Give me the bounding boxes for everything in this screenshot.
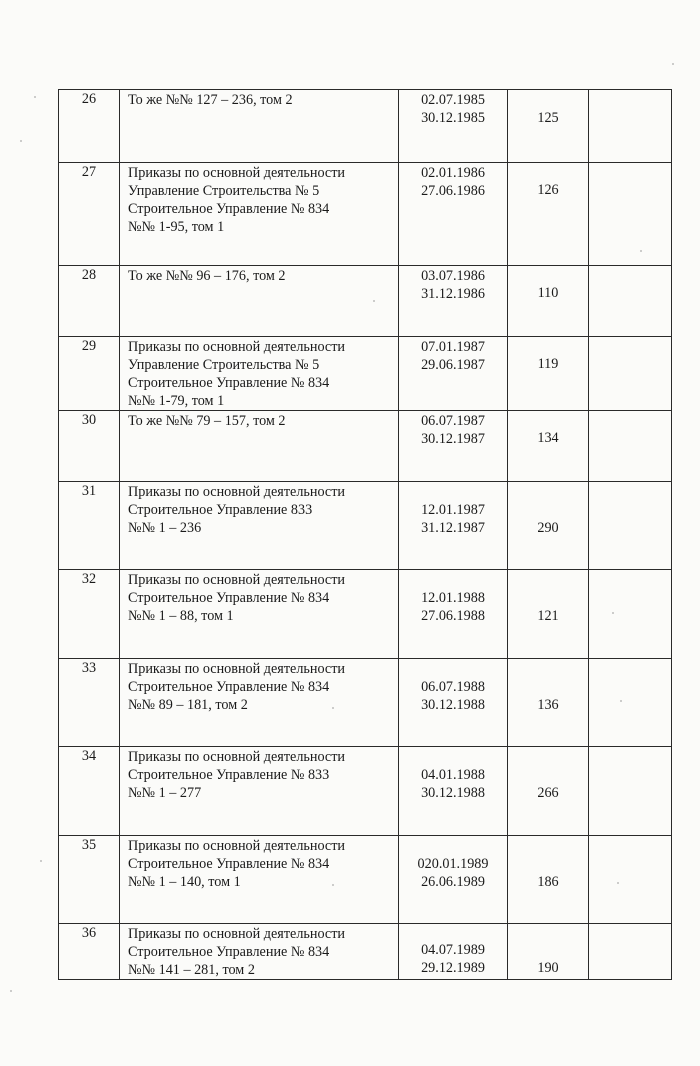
record-end-date: 30.12.1987 bbox=[421, 431, 485, 447]
record-title-line: Приказы по основной деятельности bbox=[128, 926, 345, 942]
record-title-line: №№ 1 – 277 bbox=[128, 785, 202, 801]
record-start-date: 06.07.1988 bbox=[421, 679, 485, 695]
table-row bbox=[59, 337, 672, 411]
record-title bbox=[120, 924, 399, 980]
row-number: 29 bbox=[59, 337, 120, 411]
record-title-line: То же №№ 96 – 176, том 2 bbox=[128, 268, 286, 284]
record-title-line: Строительное Управление № 834 bbox=[128, 944, 330, 960]
notes-cell bbox=[589, 337, 672, 411]
scan-speck bbox=[672, 63, 674, 65]
record-title-line: Приказы по основной деятельности bbox=[128, 838, 345, 854]
record-title bbox=[120, 482, 399, 570]
sheet-count-value: 186 bbox=[537, 874, 559, 890]
record-end-date: 26.06.1989 bbox=[421, 874, 485, 890]
record-title bbox=[120, 90, 399, 163]
row-number: 36 bbox=[59, 924, 120, 980]
row-number: 30 bbox=[59, 411, 120, 482]
sheet-count bbox=[508, 482, 589, 570]
record-dates bbox=[399, 337, 508, 411]
record-title-line: Приказы по основной деятельности bbox=[128, 749, 345, 765]
notes-cell bbox=[589, 163, 672, 266]
record-start-date: 04.01.1988 bbox=[421, 767, 485, 783]
notes-cell bbox=[589, 924, 672, 980]
notes-cell bbox=[589, 411, 672, 482]
record-title bbox=[120, 266, 399, 337]
table-row bbox=[59, 163, 672, 266]
sheet-count-value: 110 bbox=[537, 285, 559, 301]
record-dates bbox=[399, 747, 508, 836]
sheet-count bbox=[508, 266, 589, 337]
record-title-line: Управление Строительства № 5 bbox=[128, 357, 320, 373]
notes-cell bbox=[589, 266, 672, 337]
scan-speck bbox=[40, 860, 42, 862]
scan-speck bbox=[20, 140, 22, 142]
record-end-date: 30.12.1985 bbox=[421, 110, 485, 126]
record-dates bbox=[399, 482, 508, 570]
record-title bbox=[120, 163, 399, 266]
row-number: 26 bbox=[59, 90, 120, 163]
record-start-date: 12.01.1987 bbox=[421, 502, 485, 518]
record-title-line: Приказы по основной деятельности bbox=[128, 661, 345, 677]
sheet-count-value: 266 bbox=[537, 785, 559, 801]
record-start-date: 07.01.1987 bbox=[421, 339, 485, 355]
record-dates bbox=[399, 266, 508, 337]
row-number: 35 bbox=[59, 836, 120, 924]
record-start-date: 12.01.1988 bbox=[421, 590, 485, 606]
sheet-count bbox=[508, 747, 589, 836]
record-title-line: Строительное Управление № 834 bbox=[128, 590, 330, 606]
archive-inventory-table bbox=[58, 89, 672, 980]
sheet-count bbox=[508, 411, 589, 482]
record-title-line: Строительное Управление № 834 bbox=[128, 375, 330, 391]
record-dates bbox=[399, 411, 508, 482]
record-dates bbox=[399, 163, 508, 266]
table-row bbox=[59, 411, 672, 482]
record-title-line: №№ 1-95, том 1 bbox=[128, 219, 225, 235]
record-end-date: 29.12.1989 bbox=[421, 960, 485, 976]
record-title-line: Приказы по основной деятельности bbox=[128, 165, 345, 181]
record-dates bbox=[399, 570, 508, 659]
table-row bbox=[59, 836, 672, 924]
sheet-count-value: 290 bbox=[537, 520, 559, 536]
row-number: 28 bbox=[59, 266, 120, 337]
record-title-line: Приказы по основной деятельности bbox=[128, 484, 345, 500]
record-title-line: №№ 1-79, том 1 bbox=[128, 393, 225, 409]
sheet-count-value: 119 bbox=[537, 356, 559, 372]
record-title-line: То же №№ 127 – 236, том 2 bbox=[128, 92, 293, 108]
record-end-date: 27.06.1986 bbox=[421, 183, 485, 199]
record-title-line: То же №№ 79 – 157, том 2 bbox=[128, 413, 286, 429]
sheet-count bbox=[508, 337, 589, 411]
record-end-date: 31.12.1987 bbox=[421, 520, 485, 536]
table-row bbox=[59, 659, 672, 747]
record-title bbox=[120, 747, 399, 836]
record-dates bbox=[399, 659, 508, 747]
record-end-date: 30.12.1988 bbox=[421, 697, 485, 713]
sheet-count bbox=[508, 163, 589, 266]
record-title bbox=[120, 411, 399, 482]
record-title-line: №№ 89 – 181, том 2 bbox=[128, 697, 248, 713]
sheet-count bbox=[508, 836, 589, 924]
record-dates bbox=[399, 90, 508, 163]
sheet-count-value: 190 bbox=[537, 960, 559, 976]
record-title-line: №№ 1 – 88, том 1 bbox=[128, 608, 234, 624]
table-row bbox=[59, 747, 672, 836]
sheet-count-value: 136 bbox=[537, 697, 559, 713]
sheet-count-value: 125 bbox=[537, 110, 559, 126]
record-title bbox=[120, 337, 399, 411]
record-start-date: 020.01.1989 bbox=[417, 856, 489, 872]
record-start-date: 02.07.1985 bbox=[421, 92, 485, 108]
row-number: 33 bbox=[59, 659, 120, 747]
sheet-count bbox=[508, 570, 589, 659]
record-title-line: Приказы по основной деятельности bbox=[128, 339, 345, 355]
record-title-line: №№ 1 – 140, том 1 bbox=[128, 874, 241, 890]
sheet-count-value: 126 bbox=[537, 182, 559, 198]
row-number: 27 bbox=[59, 163, 120, 266]
sheet-count-value: 134 bbox=[537, 430, 559, 446]
record-dates bbox=[399, 836, 508, 924]
record-start-date: 04.07.1989 bbox=[421, 942, 485, 958]
notes-cell bbox=[589, 570, 672, 659]
scan-speck bbox=[34, 96, 36, 98]
record-end-date: 29.06.1987 bbox=[421, 357, 485, 373]
record-title-line: №№ 1 – 236 bbox=[128, 520, 202, 536]
record-title bbox=[120, 659, 399, 747]
sheet-count-value: 121 bbox=[537, 608, 559, 624]
record-end-date: 27.06.1988 bbox=[421, 608, 485, 624]
table-row bbox=[59, 924, 672, 980]
record-start-date: 06.07.1987 bbox=[421, 413, 485, 429]
record-start-date: 03.07.1986 bbox=[421, 268, 485, 284]
table-row bbox=[59, 90, 672, 163]
record-dates bbox=[399, 924, 508, 980]
notes-cell bbox=[589, 482, 672, 570]
record-title-line: Приказы по основной деятельности bbox=[128, 572, 345, 588]
scan-speck bbox=[10, 990, 12, 992]
sheet-count bbox=[508, 924, 589, 980]
notes-cell bbox=[589, 90, 672, 163]
notes-cell bbox=[589, 747, 672, 836]
record-title-line: Строительное Управление № 834 bbox=[128, 856, 330, 872]
record-title-line: Строительное Управление № 834 bbox=[128, 201, 330, 217]
table-row bbox=[59, 266, 672, 337]
notes-cell bbox=[589, 836, 672, 924]
row-number: 32 bbox=[59, 570, 120, 659]
sheet-count bbox=[508, 90, 589, 163]
record-end-date: 31.12.1986 bbox=[421, 286, 485, 302]
row-number: 34 bbox=[59, 747, 120, 836]
row-number: 31 bbox=[59, 482, 120, 570]
record-start-date: 02.01.1986 bbox=[421, 165, 485, 181]
record-title-line: Управление Строительства № 5 bbox=[128, 183, 320, 199]
record-end-date: 30.12.1988 bbox=[421, 785, 485, 801]
record-title bbox=[120, 836, 399, 924]
record-title-line: Строительное Управление № 834 bbox=[128, 679, 330, 695]
table-row bbox=[59, 482, 672, 570]
table-row bbox=[59, 570, 672, 659]
record-title-line: Строительное Управление 833 bbox=[128, 502, 313, 518]
sheet-count bbox=[508, 659, 589, 747]
record-title-line: Строительное Управление № 833 bbox=[128, 767, 330, 783]
record-title-line: №№ 141 – 281, том 2 bbox=[128, 962, 255, 978]
record-title bbox=[120, 570, 399, 659]
notes-cell bbox=[589, 659, 672, 747]
